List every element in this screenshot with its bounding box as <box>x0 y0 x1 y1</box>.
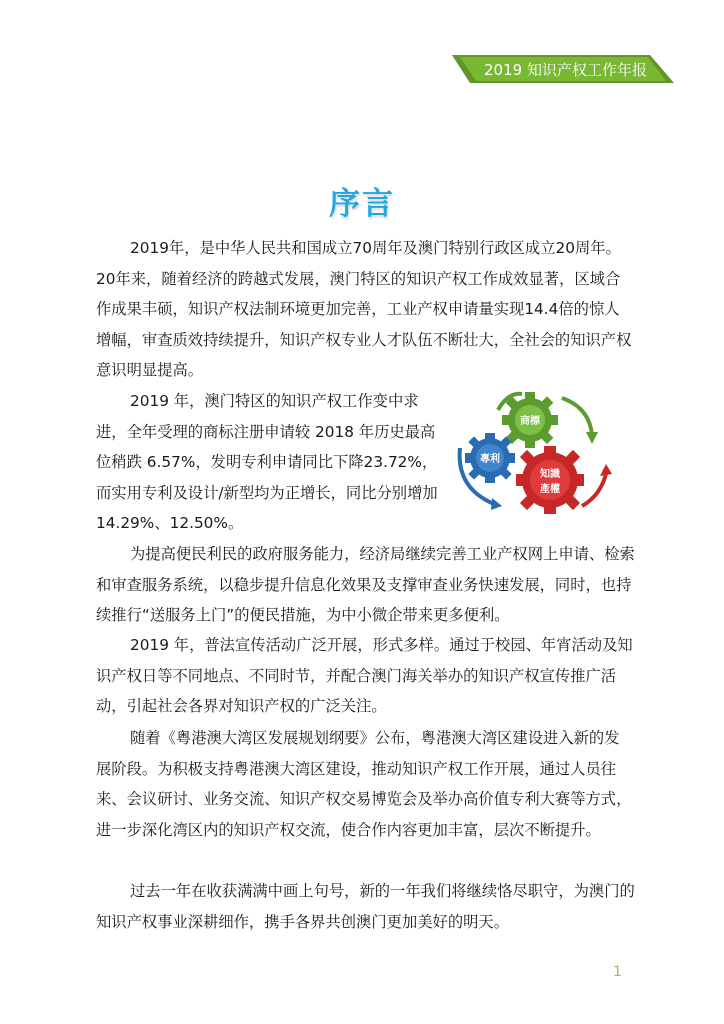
paragraph-5 <box>96 723 634 845</box>
paragraph-3 <box>96 539 644 631</box>
ip-gear-label-2: 產權 <box>540 484 560 495</box>
paragraph-2-text: 2019 年，澳门特区的知识产权工作变中求进，全年受理的商标注册申请较 2018 年历史最高位稍跌 6.57%，发明专利申请同比下降23.72%，而实用专利及设计/新型均为正增长，同比分别增加 14.29%、12.50%。 <box>96 392 438 532</box>
paragraph-4 <box>96 630 636 722</box>
paragraph-6-text: 过去一年在收获满满中画上句号，新的一年我们将继续恪尽职守，为澳门的知识产权事业深耕细作，携手各界共创澳门更加美好的明天。 <box>96 882 635 931</box>
report-title-banner <box>452 55 674 83</box>
paragraph-1 <box>96 233 634 386</box>
paragraph-3-text: 为提高便民利民的政府服务能力，经济局继续完善工业产权网上申请、检索和审查服务系统，以稳步提升信息化效果及支撑审查业务快速发展，同时，也持续推行“送服务上门”的便民措施，为中小微企带来更多便利。 <box>96 545 635 624</box>
paragraph-5-text: 随着《粤港澳大湾区发展规划纲要》公布，粤港澳大湾区建设进入新的发展阶段。为积极支持粤港澳大湾区建设，推动知识产权工作开展，通过人员往来、会议研讨、业务交流、知识产权交易博览会及举办高价值专利大赛等方式，进一步深化湾区内的知识产权交流，使合作内容更加丰富，层次不断提升。 <box>96 729 632 839</box>
report-title: 2019 知识产权工作年报 <box>484 61 647 79</box>
paragraph-2 <box>96 386 440 539</box>
trademark-gear-label: 商標 <box>520 416 540 427</box>
ip-gear-label-1: 知識 <box>540 469 560 480</box>
patent-gear-label: 專利 <box>480 454 500 465</box>
paragraph-6 <box>96 876 636 937</box>
ip-gear-icon <box>516 446 584 514</box>
page-title: 序言 <box>329 186 395 222</box>
gears-illustration <box>450 388 618 518</box>
paragraph-4-text: 2019 年，普法宣传活动广泛开展，形式多样。通过于校园、年宵活动及知识产权日等不同地点、不同时节，并配合澳门海关举办的知识产权宣传推广活动，引起社会各界对知识产权的广泛关注。 <box>96 636 633 715</box>
paragraph-1-text: 2019年，是中华人民共和国成立70周年及澳门特别行政区成立20周年。20年来，随着经济的跨越式发展，澳门特区的知识产权工作成效显著，区域合作成果丰硕，知识产权法制环境更加完善，工业产权申请量实现14.4倍的惊人增幅，审查质效持续提升，知识产权专业人才队伍不断壮大，全社会的知识产权意识明显提高。 <box>96 239 632 379</box>
page-number: 1 <box>613 964 622 980</box>
